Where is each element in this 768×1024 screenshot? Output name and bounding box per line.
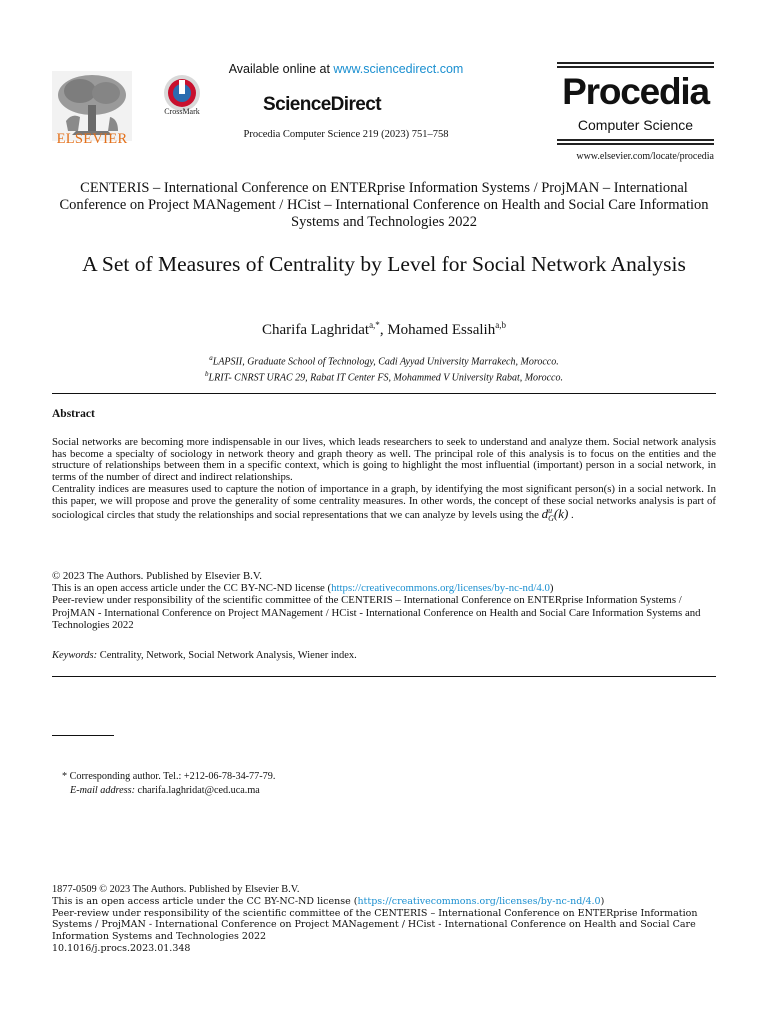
affiliation-b — [52, 368, 716, 384]
license-line — [52, 582, 716, 594]
paper-title: A Set of Measures of Centrality by Level for Social Network Analysis — [82, 252, 686, 276]
formula-sub: G — [548, 514, 554, 524]
doi[interactable]: 10.1016/j.procs.2023.01.348 — [52, 942, 191, 954]
email-address[interactable]: charifa.laghridat@ced.uca.ma — [135, 785, 260, 796]
divider-top — [52, 393, 716, 394]
sciencedirect-link[interactable]: www.sciencedirect.com — [333, 62, 464, 76]
journal-reference: Procedia Computer Science 219 (2023) 751–758 — [243, 129, 449, 140]
abstract-body — [52, 437, 716, 523]
license-suffix: ) — [549, 582, 554, 595]
masthead-rule-bottom — [557, 139, 714, 141]
elsevier-wordmark: ELSEVIER — [56, 131, 128, 147]
bottom-license-link[interactable]: https://creativecommons.org/licenses/by-nc-nd/4.0 — [357, 895, 601, 907]
copyright-line: © 2023 The Authors. Published by Elsevier B.V. — [52, 570, 262, 582]
bottom-license-prefix: This is an open access article under the CC BY-NC-ND license ( — [52, 895, 358, 907]
footnote — [62, 770, 662, 798]
author-2: Mohamed Essalih — [387, 322, 496, 338]
bottom-license-suffix: ) — [600, 895, 605, 907]
abstract-end: . — [568, 509, 574, 522]
procedia-subtitle: Computer Science — [577, 117, 694, 133]
author-list — [52, 320, 716, 339]
abstract-paragraph-1: Social networks are becoming more indispensable in our lives, which leads researchers to seek to understand and analyze them. Social network analysis has become a specialty of sociology in network theory and graph theory as well. The principal role of this analysis is to focus on the entities and the structure of relationships between them in a specific context, which is going to highlight the most influential (important) person in a social network, in terms of the number of direct and indirect relationships. — [52, 436, 716, 484]
affiliation-a — [52, 352, 716, 368]
procedia-url[interactable]: www.elsevier.com/locate/procedia — [576, 151, 714, 162]
affiliation-a-mark: a — [209, 354, 213, 362]
footnote-rule — [52, 735, 114, 736]
bottom-license-line — [52, 896, 716, 908]
formula-sup: u — [548, 506, 553, 516]
affiliation-a-text: LAPSII, Graduate School of Technology, Cadi Ayyad University Marrakech, Morocco. — [212, 356, 559, 368]
email-line — [62, 784, 662, 798]
procedia-masthead — [557, 62, 714, 145]
abstract-paragraph-2-text: Centrality indices are measures used to capture the notion of importance in a graph, by identifying the most significant person(s) in a social network. In this paper, we will propose and prove the generality of some centrality measures. In other words, the concept of these social networks analysis is part of sociological circles that study the relationships and social representations that we can analyze by levels using the — [52, 482, 716, 522]
available-prefix: Available online at — [228, 62, 334, 76]
formula-arg: (k) — [553, 506, 569, 522]
divider-bottom — [52, 676, 716, 677]
author-1: Charifa Laghridat — [262, 322, 370, 338]
author-1-affil: a,* — [369, 320, 380, 330]
affiliation-b-text: LRIT- CNRST URAC 29, Rabat IT Center FS, Mohammed V University Rabat, Morocco. — [208, 372, 563, 384]
bottom-peer-review: Peer-review under responsibility of the scientific committee of the CENTERIS – International Conference on ENTERprise Information Systems / ProjMAN - International Conference on Project MANagement / HCist - International Conference on Health and Social Care Information Systems and Technologies 2022 — [52, 907, 698, 943]
formula — [541, 506, 569, 524]
masthead-rule-bottom-2 — [557, 143, 714, 145]
crossmark-label: CrossMark — [164, 107, 200, 116]
masthead-rule-top-2 — [557, 66, 714, 68]
license-prefix: This is an open access article under the CC BY-NC-ND license ( — [52, 582, 332, 595]
keywords-label: Keywords: — [52, 650, 98, 661]
author-2-affil: a,b — [495, 320, 506, 330]
bottom-matter — [52, 884, 716, 955]
abstract-heading: Abstract — [52, 408, 95, 420]
procedia-title: Procedia — [562, 71, 709, 112]
copyright-block — [52, 570, 716, 631]
keywords-text: Centrality, Network, Social Network Analysis, Wiener index. — [97, 650, 357, 661]
corresponding-author: * Corresponding author. Tel.: +212-06-78-34-77-79. — [62, 771, 276, 782]
formula-d: d — [541, 506, 549, 522]
conference-name: CENTERIS – International Conference on ENTERprise Information Systems / ProjMAN – International Conference on Project MANagement / HCist – International Conference on Health and Social Care Information Systems and Technologies 2022 — [59, 180, 709, 230]
keywords — [52, 650, 716, 661]
available-online — [215, 62, 477, 76]
email-label: E-mail address: — [70, 785, 135, 796]
affiliation-b-mark: b — [205, 370, 209, 379]
peer-review-line: Peer-review under responsibility of the scientific committee of the CENTERIS – International Conference on ENTERprise Information Systems / ProjMAN - International Conference on Project MANagement / HCist - International Conference on Health and Social Care Information Systems and Technologies 2022 — [52, 594, 701, 631]
affiliations — [52, 352, 716, 385]
author-separator: , — [379, 322, 388, 338]
issn-line: 1877-0509 © 2023 The Authors. Published by Elsevier B.V. — [52, 884, 300, 895]
sciencedirect-wordmark: ScienceDirect — [263, 94, 381, 115]
abstract-paragraph-2 — [52, 484, 716, 523]
license-link[interactable]: https://creativecommons.org/licenses/by-nc-nd/4.0 — [331, 582, 550, 595]
masthead-rule-top — [557, 62, 714, 64]
